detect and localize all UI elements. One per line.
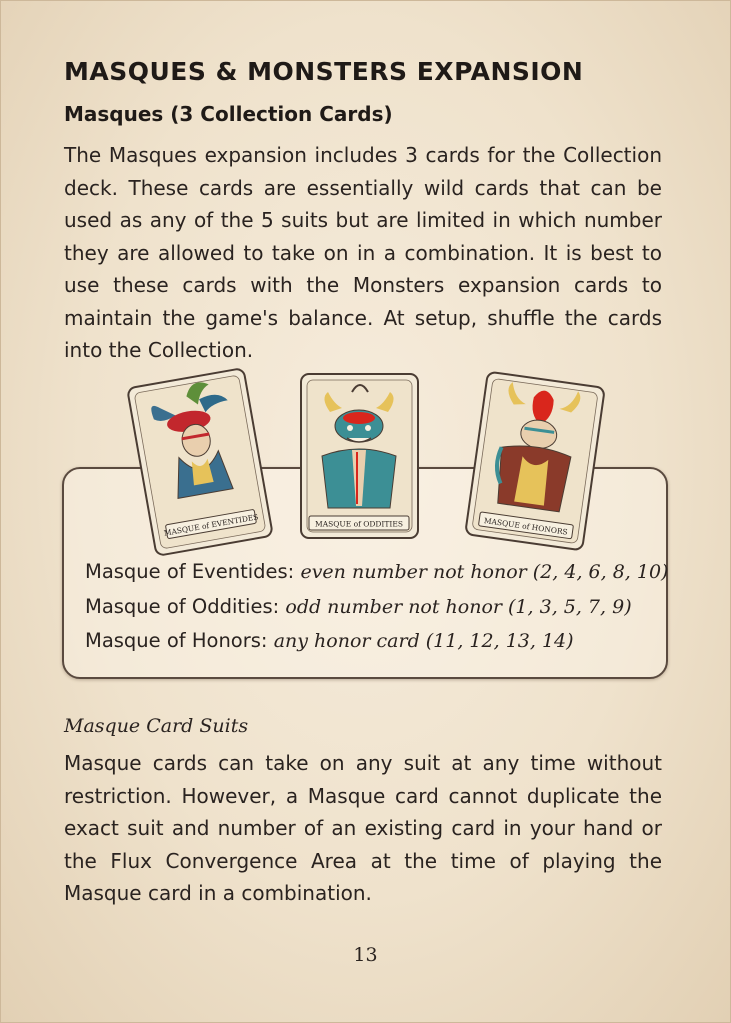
masque-name: Masque of Eventides:	[85, 560, 295, 583]
page-number: 13	[353, 944, 378, 966]
card-masque-of-honors	[465, 372, 605, 551]
masque-rule-oddities	[85, 595, 632, 618]
masque-name: Masque of Oddities:	[85, 595, 280, 618]
masque-rule: even number not honor (2, 4, 6, 8, 10)	[300, 561, 669, 583]
intro-paragraph: The Masques expansion includes 3 cards for the Collection deck. These cards are essentially wild cards that can be used as any of the 5 suits but are limited in which number they are allowed to take on in a combination. It is best to use these cards with the Monsters expansion cards to maintain the game's balance. At setup, shuffle the cards into the Collection.	[64, 143, 662, 362]
card-masque-of-oddities	[301, 374, 418, 538]
card-label: MASQUE of EVENTIDES	[163, 512, 260, 538]
masque-rule: any honor card (11, 12, 13, 14)	[273, 630, 574, 652]
masque-rule-honors	[85, 629, 574, 652]
masque-name: Masque of Honors:	[85, 629, 268, 652]
suits-paragraph: Masque cards can take on any suit at any time without restriction. However, a Masque card cannot duplicate the exact suit and number of an existing card in your hand or the Flux Convergence Area at the time of playing the Masque card in a combination.	[64, 751, 662, 905]
section-subtitle: Masques (3 Collection Cards)	[64, 102, 393, 126]
masque-rule-eventides	[85, 560, 668, 583]
masque-rule: odd number not honor (1, 3, 5, 7, 9)	[285, 596, 632, 618]
card-label: MASQUE of ODDITIES	[315, 519, 403, 529]
page-title: MASQUES & MONSTERS EXPANSION	[64, 57, 584, 86]
card-label: MASQUE of HONORS	[483, 516, 569, 537]
suits-heading: Masque Card Suits	[64, 715, 249, 737]
